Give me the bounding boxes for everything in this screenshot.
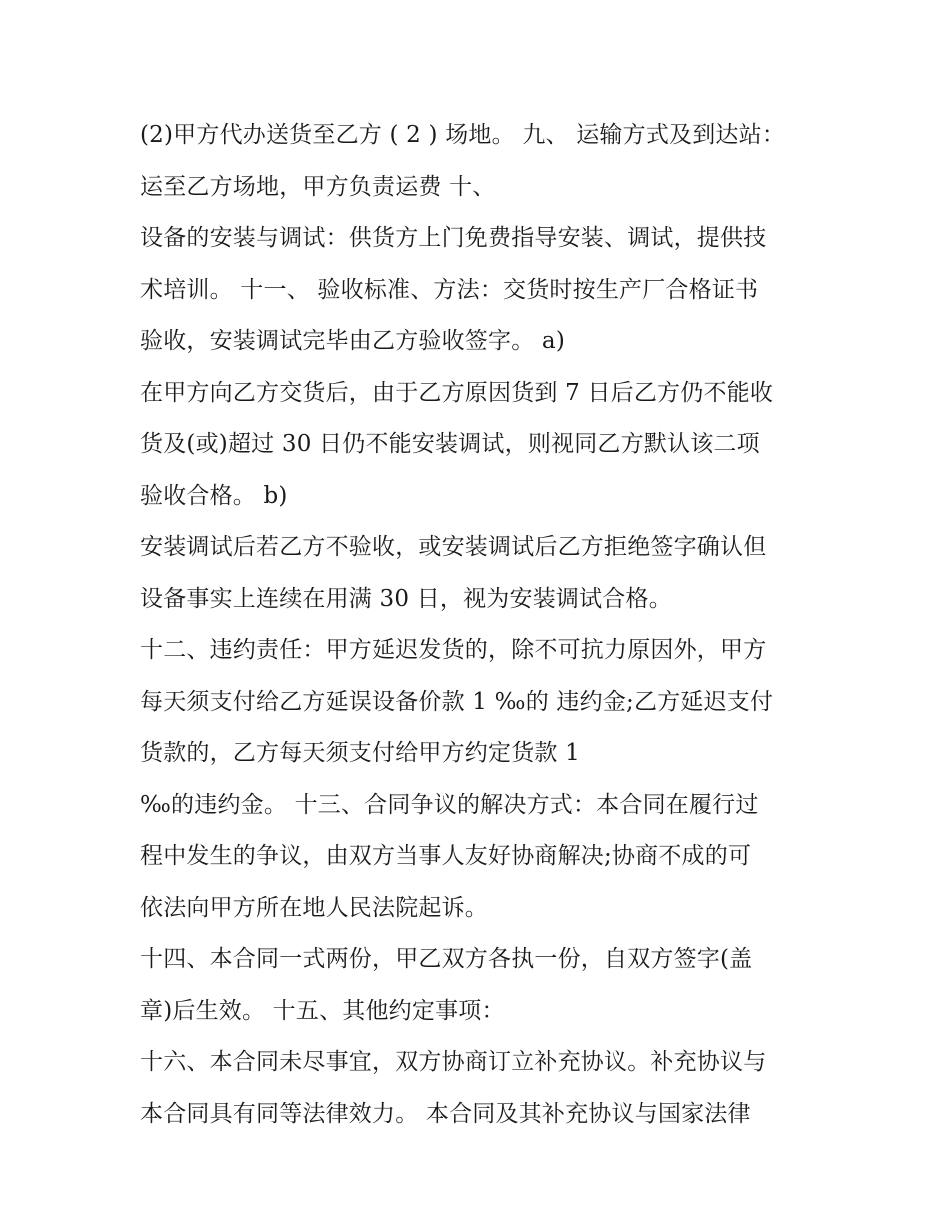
text-line: 验收，安装调试完毕由乙方验收签字。 a) — [140, 328, 565, 354]
text-line: 设备的安装与调试：供货方上门免费指导安装、调试，提供技 — [140, 225, 767, 251]
text-line: 安装调试后若乙方不验收，或安装调试后乙方拒绝签字确认但 — [140, 534, 767, 560]
text-line: 十四、本合同一式两份，甲乙双方各执一份，自双方签字(盖 — [140, 946, 753, 972]
text-line: 在甲方向乙方交货后，由于乙方原因货到 7 日后乙方仍不能收 — [140, 379, 774, 406]
text-line: 货款的，乙方每天须支付给甲方约定货款 1 — [140, 740, 580, 766]
text-line: 依法向甲方所在地人民法院起诉。 — [140, 894, 488, 921]
text-line: 运至乙方场地，甲方负责运费 十、 — [140, 173, 496, 200]
text-line: 程中发生的争议，由双方当事人友好协商解决;协商不成的可 — [140, 843, 752, 869]
text-line: (2)甲方代办送货至乙方 ( 2 ) 场地。 九、 运输方式及到达站： — [140, 122, 786, 148]
text-line: 验收合格。 b) — [140, 482, 288, 509]
text-line: 设备事实上连续在用满 30 日，视为安装调试合格。 — [140, 585, 672, 612]
contract-text — [140, 110, 820, 1140]
text-line: 本合同具有同等法律效力。 本合同及其补充协议与国家法律 — [140, 1100, 751, 1127]
text-line: 十六、本合同未尽事宜，双方协商订立补充协议。补充协议与 — [140, 1049, 767, 1075]
text-line: ‰的违约金。 十三、合同争议的解决方式：本合同在履行过 — [140, 791, 759, 818]
text-line: 每天须支付给乙方延误设备价款 1 ‰的 违约金;乙方延迟支付 — [140, 688, 774, 715]
text-line: 章)后生效。 十五、其他约定事项： — [140, 997, 505, 1024]
text-line: 十二、违约责任：甲方延迟发货的，除不可抗力原因外，甲方 — [140, 637, 767, 663]
text-line: 术培训。 十一、 验收标准、方法：交货时按生产厂合格证书 — [140, 276, 759, 303]
text-line: 货及(或)超过 30 日仍不能安装调试，则视同乙方默认该二项 — [140, 431, 760, 457]
